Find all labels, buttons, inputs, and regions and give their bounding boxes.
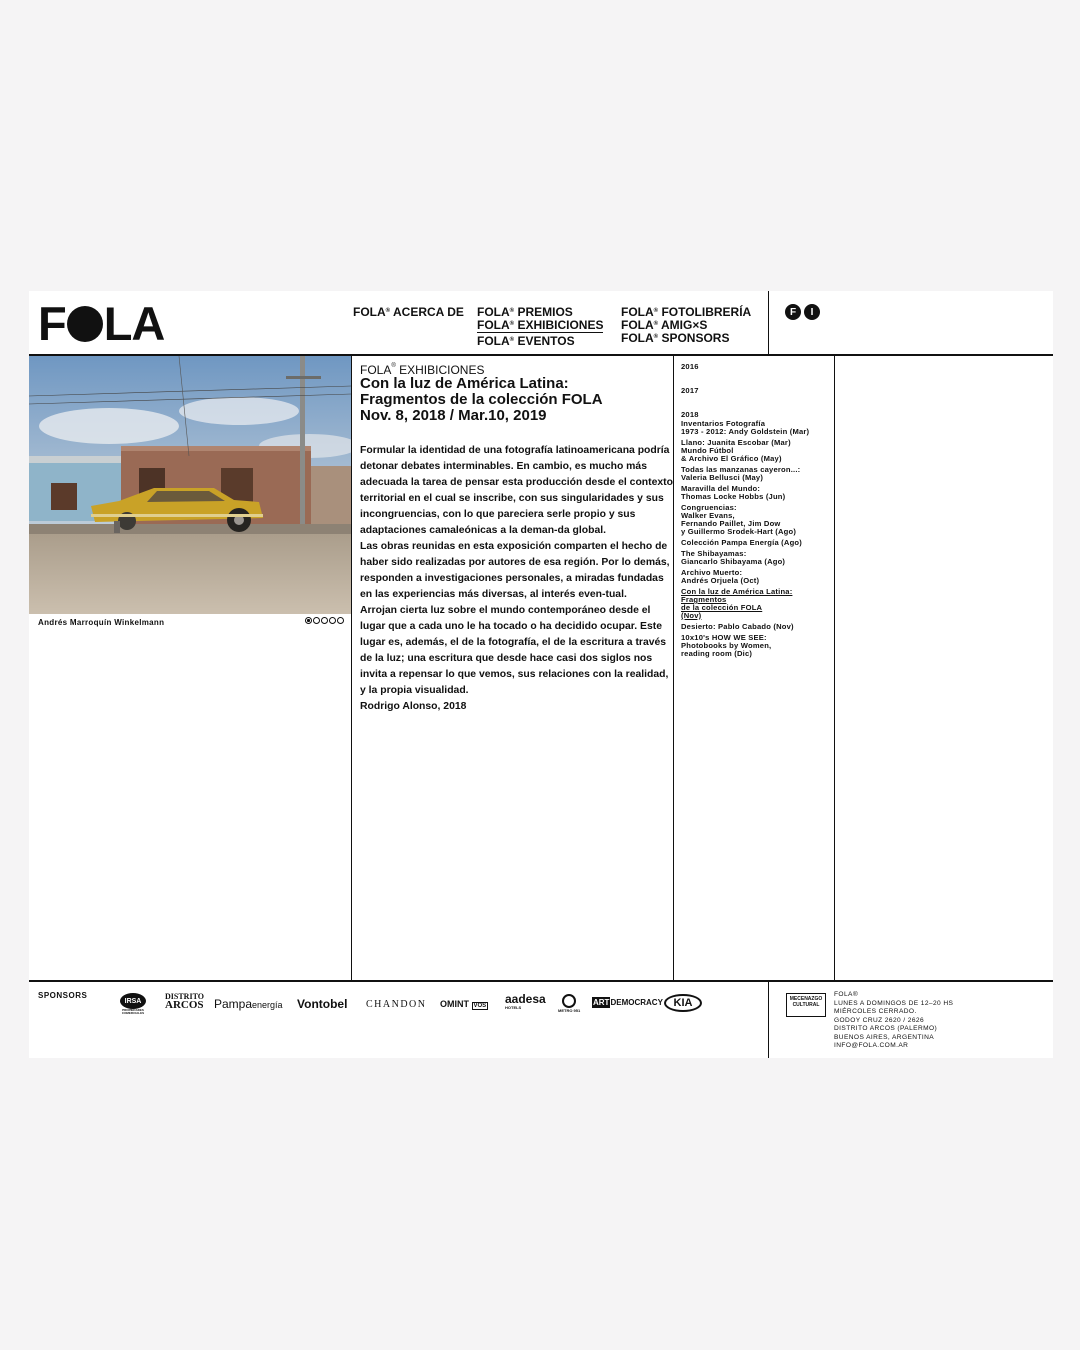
- exhibition-photo[interactable]: [29, 356, 351, 614]
- header-divider: [768, 291, 769, 354]
- irsa-logo: IRSA: [120, 993, 146, 1009]
- carousel-dot-2[interactable]: [313, 617, 320, 624]
- page-frame: [29, 291, 1053, 1058]
- sponsor-kia[interactable]: KIA: [664, 994, 702, 1012]
- carousel-dot-3[interactable]: [321, 617, 328, 624]
- event-item[interactable]: Desierto: Pablo Cabado (Nov): [681, 622, 794, 631]
- section-label: FOLA® EXHIBICIONES: [360, 363, 485, 377]
- car-photo-illustration: [29, 356, 351, 614]
- sponsor-distrito-arcos[interactable]: DISTRITO ARCOS: [165, 992, 204, 1011]
- footer-brand: FOLA®: [834, 991, 859, 998]
- nav-exhibiciones[interactable]: FOLA® EXHIBICIONES: [477, 318, 604, 332]
- exhibition-description: [360, 443, 673, 715]
- instagram-icon[interactable]: I: [804, 304, 820, 320]
- nav-column-3: [621, 306, 751, 345]
- column-divider-2: [673, 355, 674, 981]
- exhibition-title: [360, 376, 660, 424]
- event-item[interactable]: Todas las manzanas cayeron...: Valeria Bellusci (May): [681, 465, 801, 482]
- sponsor-art-democracy[interactable]: ARTDEMOCRACY: [593, 998, 663, 1007]
- metro-icon: [562, 994, 576, 1008]
- facebook-icon[interactable]: F: [785, 304, 801, 320]
- title-line-1: Con la luz de América Latina:: [360, 375, 569, 392]
- contact-email[interactable]: INFO@FOLA.COM.AR: [834, 1042, 909, 1049]
- years-list: [681, 363, 831, 661]
- logo-dot: [67, 306, 103, 342]
- nav-sponsors[interactable]: FOLA® SPONSORS: [621, 331, 730, 345]
- sponsor-aadesa[interactable]: aadesa HOTELS: [505, 992, 546, 1010]
- nav-fotolibreria[interactable]: FOLA® FOTOLIBRERÍA: [621, 305, 752, 319]
- sponsor-irsa[interactable]: IRSA PROPIEDADES COMERCIALES: [120, 993, 146, 1015]
- mecenazgo-logo: MECENAZGO CULTURAL: [786, 993, 826, 1017]
- column-divider-3: [834, 355, 835, 981]
- sponsor-metro[interactable]: METRO 951: [558, 994, 580, 1013]
- event-item[interactable]: Colección Pampa Energía (Ago): [681, 538, 802, 547]
- fola-logo[interactable]: [38, 297, 165, 350]
- description-paragraph: Formular la identidad de una fotografía latinoamericana podría detonar debates interminables. En cambio, es mucho más adecuada la tarea de pensar esta producción desde el contexto territorial en el cual se inscribe, con sus singularidades y sus incongruencias, con lo que pareciera serle propio y sus adaptaciones camaleónicas a la deman-da global.: [360, 445, 673, 536]
- year-2016[interactable]: 2016: [681, 362, 699, 371]
- nav-eventos[interactable]: FOLA® EVENTOS: [477, 334, 575, 348]
- year-2018[interactable]: 2018: [681, 410, 699, 419]
- sponsor-omint[interactable]: OMINT VOS: [440, 999, 487, 1009]
- carousel-dots: [305, 617, 344, 624]
- opening-hours: LUNES A DOMINGOS DE 12–20 HS: [834, 999, 954, 1007]
- footer-rule: [29, 980, 1053, 982]
- sponsor-pampa-energia[interactable]: Pampaenergía: [214, 997, 283, 1011]
- description-paragraph: Las obras reunidas en esta exposición comparten el hecho de haber sido realizadas por autores de esa región. Por lo demás, responden a investigaciones personales, a miradas fundadas en las experiencias más diversas, al interés even-tual.: [360, 541, 670, 600]
- nav-column-1: [353, 306, 464, 319]
- carousel-dot-5[interactable]: [337, 617, 344, 624]
- event-item-active[interactable]: Con la luz de América Latina: Fragmentos de la colección FOLA (Nov): [681, 587, 793, 620]
- nav-acerca-de[interactable]: FOLA® ACERCA DE: [353, 305, 464, 319]
- description-paragraph: Arrojan cierta luz sobre el mundo contemporáneo desde el lugar que a cada uno le ha tocado o ha decidido ocupar. Este lugar es, además, el de la fotografía, el de la escritura a través de la luz; una escritura que desde hace casi dos siglos nos invita a repensar lo que vemos, sus relaciones con la realidad, y la propia visualidad.: [360, 605, 669, 696]
- event-item[interactable]: 10x10's HOW WE SEE: Photobooks by Women, reading room (Dic): [681, 633, 772, 658]
- event-item[interactable]: Mundo Fútbol & Archivo El Gráfico (May): [681, 446, 782, 463]
- column-divider-1: [351, 355, 352, 981]
- sponsor-vontobel[interactable]: Vontobel: [297, 997, 348, 1011]
- event-item[interactable]: Congruencias: Walker Evans, Fernando Paillet, Jim Dow y Guillermo Srodek-Hart (Ago): [681, 503, 797, 536]
- logo-letters-la: LA: [103, 297, 165, 350]
- logo-letter-f: F: [38, 297, 66, 350]
- event-item[interactable]: Maravilla del Mundo: Thomas Locke Hobbs (Jun): [681, 484, 786, 501]
- title-line-2: Fragmentos de la colección FOLA: [360, 391, 603, 408]
- nav-premios[interactable]: FOLA® PREMIOS: [477, 305, 573, 319]
- address-district: DISTRITO ARCOS (PALERMO): [834, 1025, 938, 1032]
- social-links: [785, 304, 820, 320]
- event-item[interactable]: Archivo Muerto: Andrés Orjuela (Oct): [681, 568, 760, 585]
- address-street: GODOY CRUZ 2620 / 2626: [834, 1016, 925, 1024]
- event-item[interactable]: Inventarios Fotografía 1973 - 2012: Andy Goldstein (Mar): [681, 419, 810, 436]
- nav-amigxs[interactable]: FOLA® AMIG×S: [621, 318, 708, 332]
- author-credit: Rodrigo Alonso, 2018: [360, 701, 467, 712]
- carousel-dot-4[interactable]: [329, 617, 336, 624]
- event-item[interactable]: The Shibayamas: Giancarlo Shibayama (Ago): [681, 549, 786, 566]
- carousel-dot-1[interactable]: [305, 617, 312, 624]
- sponsor-chandon[interactable]: CHANDON: [366, 999, 427, 1010]
- exhibition-dates: Nov. 8, 2018 / Mar.10, 2019: [360, 407, 547, 424]
- footer-info: [834, 991, 953, 1051]
- footer-divider: [768, 981, 769, 1058]
- sponsors-label: SPONSORS: [38, 991, 88, 1000]
- address-city: BUENOS AIRES, ARGENTINA: [834, 1033, 935, 1041]
- closed-day: MIÉRCOLES CERRADO.: [834, 1008, 917, 1015]
- photo-caption: Andrés Marroquín Winkelmann: [38, 618, 165, 627]
- year-2017[interactable]: 2017: [681, 386, 699, 395]
- nav-column-2: [477, 306, 603, 348]
- event-item[interactable]: Llano: Juanita Escobar (Mar): [681, 438, 791, 447]
